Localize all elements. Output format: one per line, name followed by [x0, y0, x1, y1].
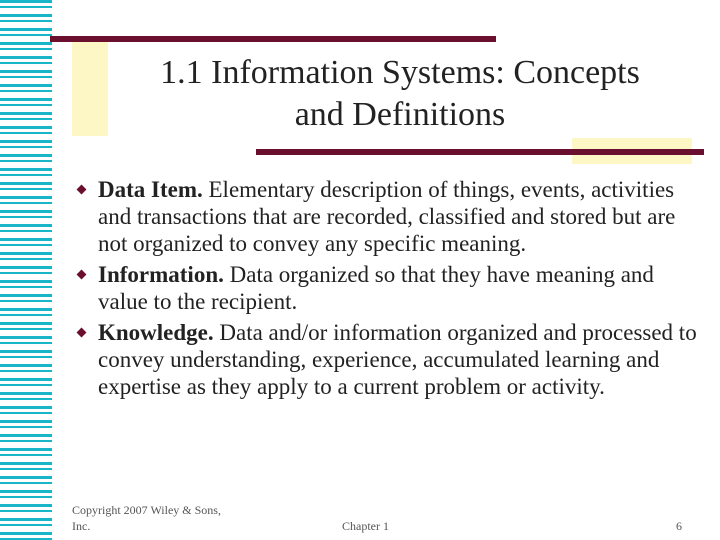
- left-decorative-stripes: [0, 0, 52, 540]
- bullet-text: Data organized so that they have meaning and value to the recipient.: [98, 262, 654, 314]
- bullet-text: Data and/or information organized and processed to convey understanding, experience, accumulated learning and expertise as they apply to a current problem or activity.: [98, 320, 697, 399]
- footer-copyright: Copyright 2007 Wiley & Sons, Inc.: [72, 503, 221, 533]
- bullet-item-knowledge: [78, 319, 698, 400]
- bullet-list: [78, 176, 698, 404]
- diamond-bullet-icon: [77, 328, 87, 338]
- slide-title-line-2: and Definitions: [294, 96, 506, 133]
- title-highlight-block: [72, 40, 108, 136]
- footer-chapter: Chapter 1: [342, 519, 389, 533]
- bullet-item-data-item: [78, 176, 698, 257]
- title-bottom-rule: [256, 149, 704, 155]
- bullet-text: Elementary description of things, events, activities and transactions that are recorded, classified and stored but are not organized to convey any specific meaning.: [98, 177, 676, 256]
- diamond-bullet-icon: [77, 185, 87, 195]
- bullet-item-information: [78, 261, 698, 315]
- bullet-term: Data Item.: [98, 177, 203, 202]
- footer-page-number: 6: [676, 519, 682, 533]
- slide-title-line-1: 1.1 Information Systems: Concepts: [160, 54, 640, 91]
- title-top-rule: [50, 36, 496, 42]
- slide-title: [110, 52, 690, 136]
- bullet-term: Knowledge.: [98, 320, 214, 345]
- bullet-term: Information.: [98, 262, 224, 287]
- diamond-bullet-icon: [77, 270, 87, 280]
